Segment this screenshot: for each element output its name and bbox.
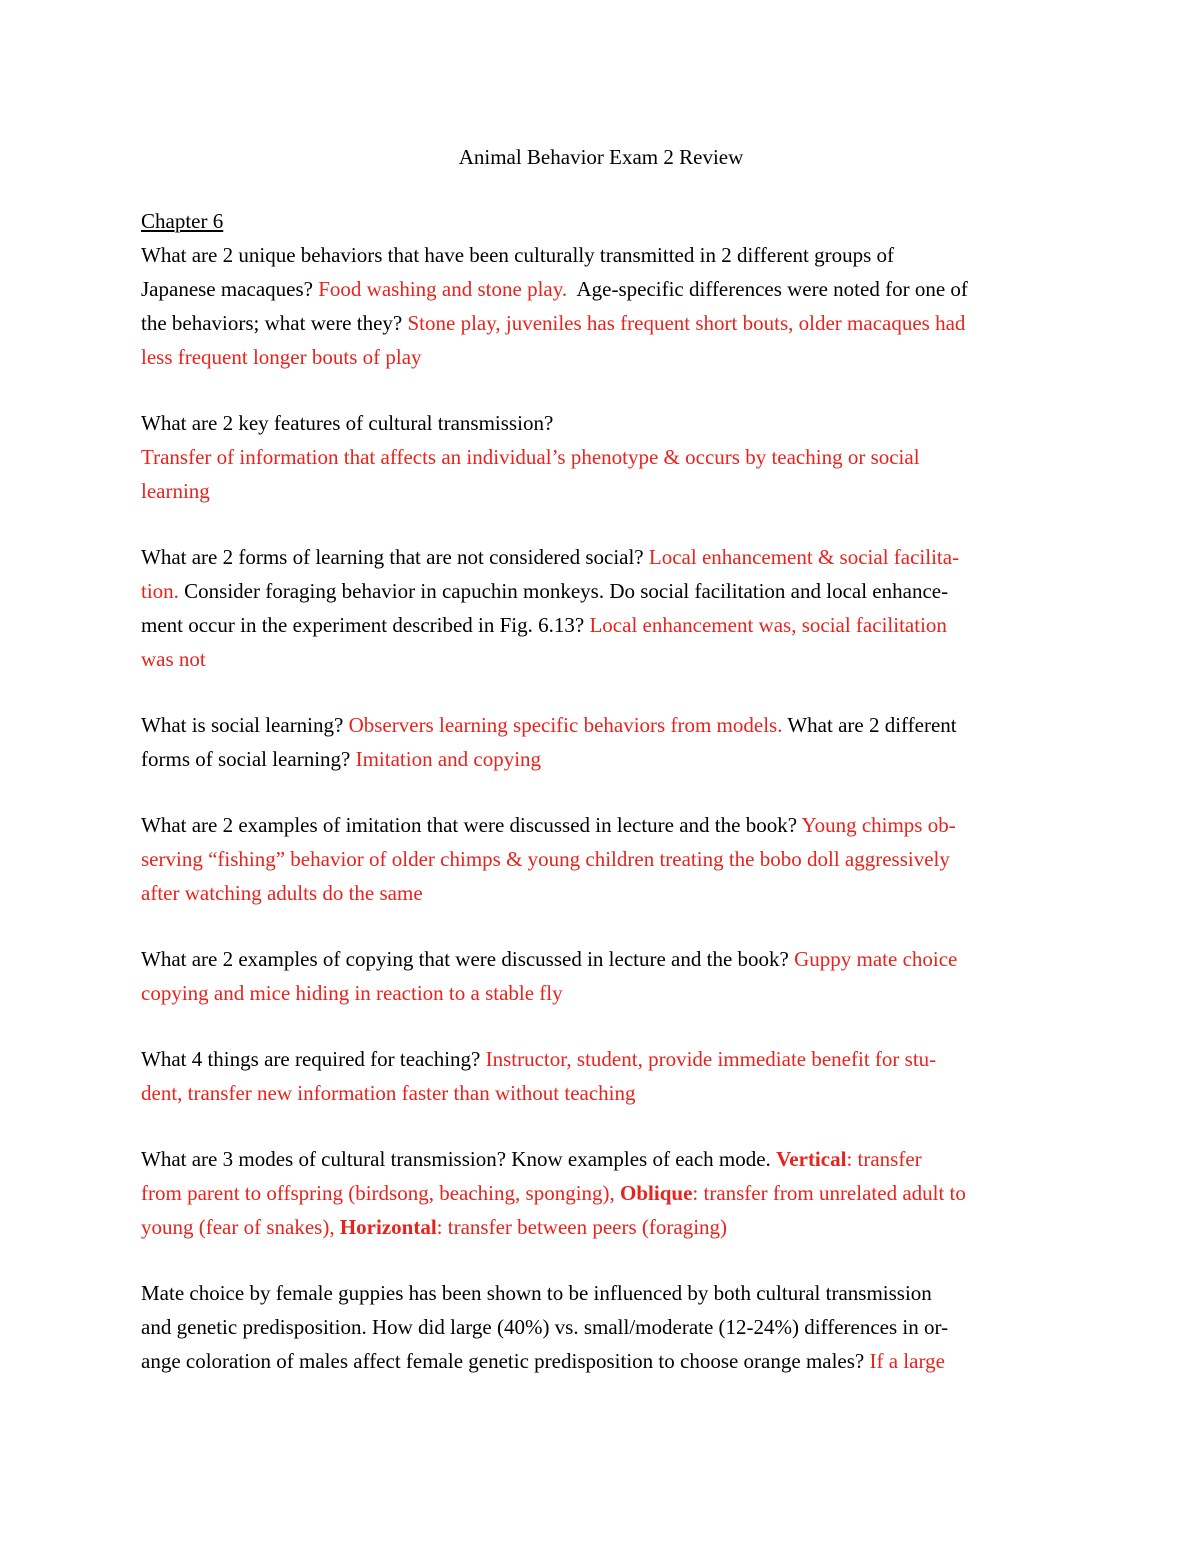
text-line	[141, 976, 1061, 1010]
text-line	[141, 1176, 1061, 1210]
text-line	[141, 574, 1061, 608]
document-title: Animal Behavior Exam 2 Review	[458, 145, 744, 169]
qa-paragraph	[141, 540, 1061, 676]
qa-paragraph	[141, 1142, 1061, 1244]
question-text: Consider foraging behavior in capuchin monkeys. Do social facilitation and local enhance-	[178, 579, 949, 603]
text-line	[141, 406, 1061, 440]
answer-text: Young chimps ob-	[801, 813, 956, 837]
text-line	[141, 238, 1061, 272]
chapter-heading: Chapter 6	[141, 209, 224, 233]
text-line	[141, 1276, 1061, 1310]
question-text: What are 3 modes of cultural transmission? Know examples of each mode.	[141, 1147, 777, 1171]
answer-text: young (fear of snakes),	[141, 1215, 340, 1239]
text-line	[141, 1344, 1061, 1378]
text-line	[141, 1210, 1061, 1244]
answer-text: copying and mice hiding in reaction to a stable fly	[141, 981, 563, 1005]
question-text: ange coloration of males affect female genetic predisposition to choose orange males?	[141, 1349, 870, 1373]
text-line	[141, 608, 1061, 642]
text-line	[141, 642, 1061, 676]
answer-text: learning	[141, 479, 210, 503]
text-line	[141, 306, 1061, 340]
text-line	[141, 272, 1061, 306]
text-line	[141, 1042, 1061, 1076]
text-line	[141, 540, 1061, 574]
question-text: What are 2 unique behaviors that have been culturally transmitted in 2 different groups of	[141, 243, 895, 267]
text-line	[141, 708, 1061, 742]
text-line	[141, 742, 1061, 776]
answer-text: Food washing and stone play.	[318, 277, 568, 301]
answer-text: was not	[141, 647, 206, 671]
answer-text: : transfer from unrelated adult to	[692, 1181, 966, 1205]
answer-text: Horizontal	[339, 1215, 437, 1239]
question-text: What 4 things are required for teaching?	[141, 1047, 486, 1071]
answer-text: Guppy mate choice	[794, 947, 958, 971]
answer-text: after watching adults do the same	[141, 881, 423, 905]
qa-paragraph	[141, 238, 1061, 374]
text-line	[141, 876, 1061, 910]
answer-text: Vertical	[776, 1147, 847, 1171]
text-line	[141, 440, 1061, 474]
answer-text: Oblique	[620, 1181, 693, 1205]
answer-text: Instructor, student, provide immediate benefit for stu-	[485, 1047, 937, 1071]
text-line	[141, 1142, 1061, 1176]
text-line	[141, 340, 1061, 374]
text-line	[141, 474, 1061, 508]
answer-text: If a large	[869, 1349, 945, 1373]
question-text: ment occur in the experiment described in Fig. 6.13?	[141, 613, 590, 637]
answer-text: Local enhancement was, social facilitation	[589, 613, 947, 637]
question-text: What are 2 examples of copying that were discussed in lecture and the book?	[141, 947, 795, 971]
text-line	[141, 1076, 1061, 1110]
question-text: What are 2 different	[782, 713, 957, 737]
answer-text: dent, transfer new information faster than without teaching	[141, 1081, 636, 1105]
answer-text: : transfer between peers (foraging)	[436, 1215, 728, 1239]
question-text: Japanese macaques?	[141, 277, 319, 301]
answer-text: Transfer of information that affects an individual’s phenotype & occurs by teaching or social	[141, 445, 920, 469]
text-line	[141, 842, 1061, 876]
question-text: What are 2 forms of learning that are not considered social?	[141, 545, 649, 569]
qa-list	[141, 238, 1061, 1378]
question-text: forms of social learning?	[141, 747, 356, 771]
question-text: Age-specific differences were noted for one of	[567, 277, 968, 301]
answer-text: Imitation and copying	[355, 747, 542, 771]
answer-text: serving “fishing” behavior of older chimps & young children treating the bobo doll aggressively	[141, 847, 950, 871]
answer-text: Stone play, juveniles has frequent short bouts, older macaques had	[407, 311, 966, 335]
text-line	[141, 1310, 1061, 1344]
document-page	[141, 140, 1061, 1410]
answer-text: Local enhancement & social facilita-	[648, 545, 960, 569]
answer-text: from parent to offspring (birdsong, beaching, sponging),	[141, 1181, 621, 1205]
text-line	[141, 808, 1061, 842]
answer-text: tion.	[141, 579, 179, 603]
answer-text: less frequent longer bouts of play	[141, 345, 422, 369]
qa-paragraph	[141, 1042, 1061, 1110]
text-line	[141, 942, 1061, 976]
qa-paragraph	[141, 708, 1061, 776]
qa-paragraph	[141, 942, 1061, 1010]
answer-text: Observers learning specific behaviors from models.	[348, 713, 783, 737]
qa-paragraph	[141, 1276, 1061, 1378]
question-text: What is social learning?	[141, 713, 349, 737]
question-text: What are 2 key features of cultural transmission?	[141, 411, 554, 435]
qa-paragraph	[141, 808, 1061, 910]
question-text: Mate choice by female guppies has been shown to be influenced by both cultural transmission	[141, 1281, 932, 1305]
question-text: What are 2 examples of imitation that were discussed in lecture and the book?	[141, 813, 802, 837]
question-text: and genetic predisposition. How did large (40%) vs. small/moderate (12-24%) differences in or-	[141, 1315, 949, 1339]
qa-paragraph	[141, 406, 1061, 508]
answer-text: : transfer	[846, 1147, 922, 1171]
question-text: the behaviors; what were they?	[141, 311, 408, 335]
